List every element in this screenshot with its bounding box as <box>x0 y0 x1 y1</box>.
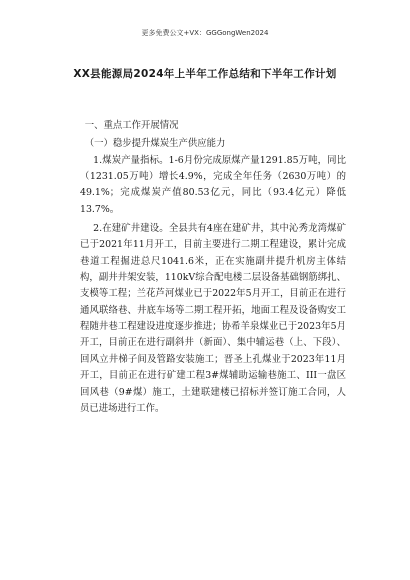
section-heading-1: 一、重点工作开展情况 <box>84 120 179 131</box>
paragraph-mine-construction: 2.在建矿井建设。全县共有4座在建矿井，其中沁秀龙湾煤矿已于2021年11月开工，目前主要进行二期工程建设，累计完成巷道工程掘进总尺1041.6米，正在实施副井提升机房主体结构，副井井架安装，110kV综合配电楼二层设备基础钢筋绑扎、支模等工程；兰花芦河煤业已于2022年5月开工，目前正在进行通风联络巷、井底车场等二期工程开拓，地面工程及设备购安工程随井巷工程建设进度逐步推进；协希羊泉煤业已于2023年5月开工，目前正在进行副斜井（新面）、集中辅运巷（上、下段）、回风立井梯子间及管路安装施工；晋圣上孔煤业于2023年11月开工，目前正在进行矿建工程3#煤辅助运输巷施工、III一盘区回风巷（9#煤）施工，土建联建楼已招标并签订施工合同，人员已进场进行工作。 <box>80 223 346 414</box>
section-heading-2: （一）稳步提升煤炭生产供应能力 <box>84 138 226 150</box>
document-title: XX县能源局2024年上半年工作总结和下半年工作计划 <box>73 68 337 80</box>
page-header-note: 更多免费公文+VX：GGGongWen2024 <box>141 29 269 37</box>
document-body <box>80 118 346 417</box>
paragraph-coal-output: 1.煤炭产量指标。1-6月份完成原煤产量1291.85万吨，同比（1231.05万吨）增长4.9%，完成全年任务（2630万吨）的49.1%；完成煤炭产值80.53亿元，同比（93.4亿元）降低13.7%。 <box>80 154 346 215</box>
